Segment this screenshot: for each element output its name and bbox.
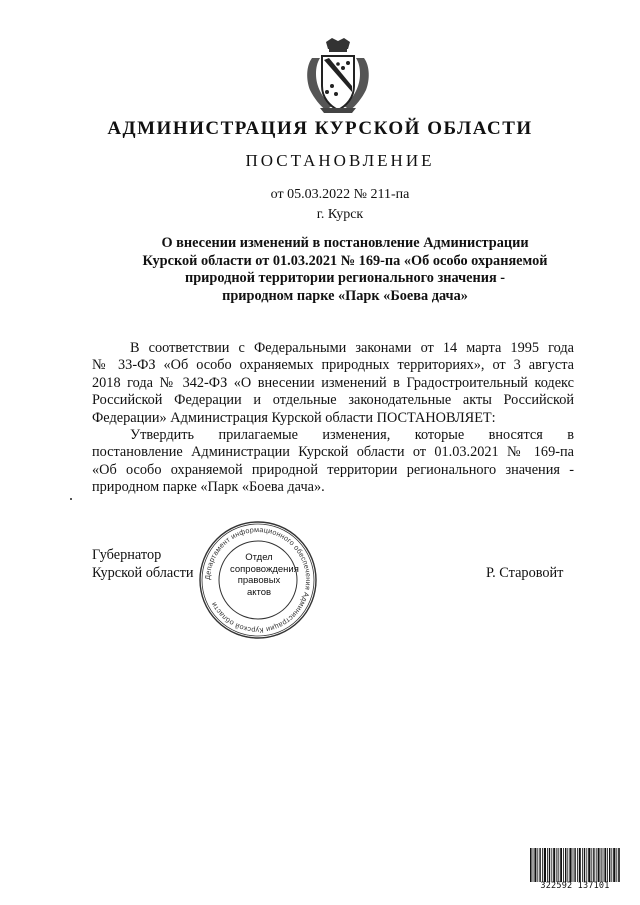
coat-of-arms-icon — [302, 36, 374, 114]
subject-line: Курской области от 01.03.2021 № 169-па «Об особо охраняемой — [142, 252, 548, 269]
subject-line: природном парке «Парк «Боева дача» — [222, 287, 468, 304]
barcode-bars-icon — [530, 848, 620, 882]
stamp-center-line: правовых — [237, 575, 281, 586]
body-paragraph-1 — [92, 340, 574, 427]
stamp-center-line: сопровождения — [230, 563, 299, 575]
document-subject — [100, 235, 590, 305]
body-line: № 33-ФЗ «Об особо охраняемых природных территориях», от 3 августа — [92, 357, 574, 374]
barcode-number: 322592 137101 — [540, 881, 610, 891]
body-line: Федерации» Администрация Курской области ПОСТАНОВЛЯЕТ: — [92, 409, 496, 426]
document-date-number: от 05.03.2022 № 211-па — [270, 187, 410, 202]
document-body — [92, 340, 574, 497]
body-line: постановление Администрации Курской области от 01.03.2021 № 169-па — [92, 444, 574, 461]
stamp-ring-text: Департамент информационного обеспечения Администрации Курской области — [202, 524, 314, 636]
signatory-title-line-1: Губернатор — [92, 547, 162, 563]
body-line: Утвердить прилагаемые изменения, которые вносятся в — [130, 427, 574, 444]
stamp-center-line: актов — [246, 586, 272, 598]
subject-line: О внесении изменений в постановление Администрации — [161, 235, 529, 251]
body-line: природном парке «Парк «Боева дача». — [92, 479, 325, 496]
signatory-title-line-2: Курской области — [92, 565, 194, 581]
body-line: В соответствии с Федеральными законами от 14 марта 1995 года — [130, 340, 574, 356]
body-line: «Об особо охраняемой природной территории регионального значения - — [92, 461, 574, 478]
barcode — [530, 848, 620, 892]
body-paragraph-2 — [92, 427, 574, 497]
signatory-name: Р. Старовойт — [486, 565, 564, 581]
organization-title: АДМИНИСТРАЦИЯ КУРСКОЙ ОБЛАСТИ — [107, 118, 533, 139]
subject-line: природной территории регионального значения - — [184, 270, 506, 286]
signatory-title — [92, 546, 194, 582]
stamp-center-text — [230, 552, 299, 598]
body-line: Российской Федерации и отдельные законодательные акты Российской — [92, 392, 574, 409]
document-type: ПОСТАНОВЛЕНИЕ — [245, 151, 435, 170]
document-place: г. Курск — [316, 207, 364, 222]
scan-speck — [70, 498, 72, 500]
stamp-center-line: Отдел — [245, 552, 273, 563]
body-line: 2018 года № 342-ФЗ «О внесении изменений в Градостроительный кодекс — [92, 374, 574, 391]
